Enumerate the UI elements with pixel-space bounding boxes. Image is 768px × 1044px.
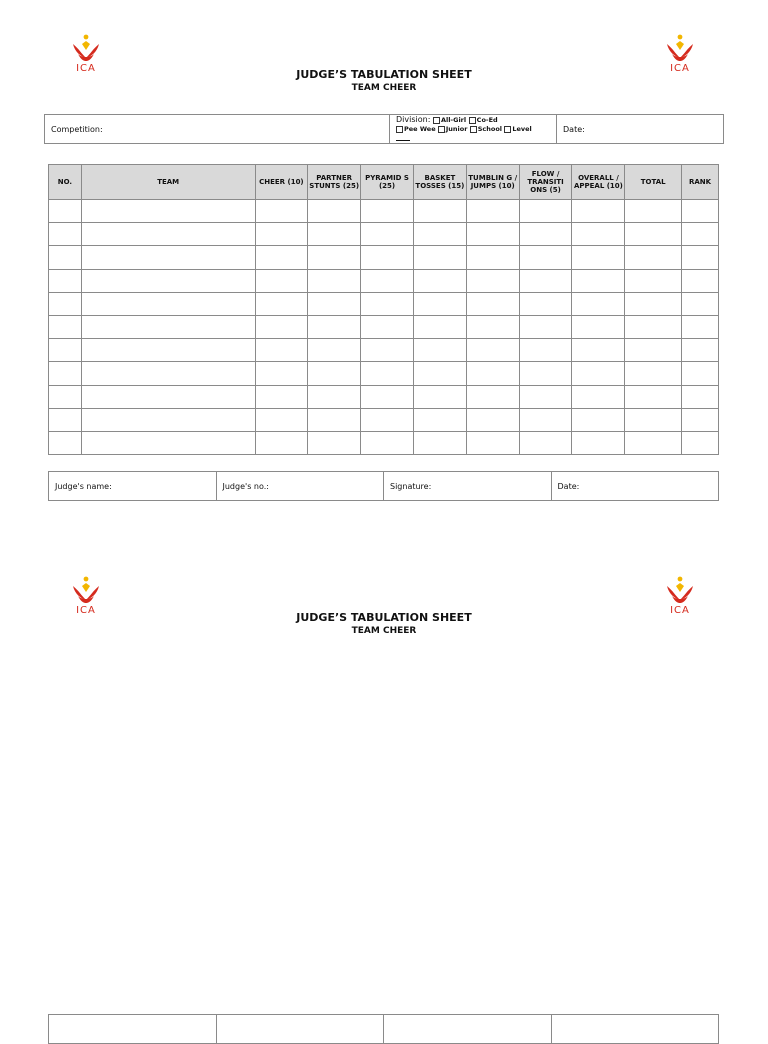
score-cell[interactable] <box>625 269 682 292</box>
sheet-title-2 <box>0 611 768 636</box>
score-cell[interactable] <box>49 315 82 338</box>
col-header-basket-tosses: BASKET TOSSES (15) <box>413 165 466 200</box>
judge-name-field[interactable] <box>49 1015 217 1044</box>
col-header-partner-stunts: PARTNER STUNTS (25) <box>308 165 361 200</box>
score-cell[interactable] <box>361 292 414 315</box>
score-cell[interactable] <box>49 223 82 246</box>
checkbox-icon[interactable] <box>504 126 511 133</box>
judge-date-label: Date: <box>557 481 580 491</box>
score-cell[interactable] <box>572 362 625 385</box>
score-cell[interactable] <box>519 223 572 246</box>
score-cell[interactable] <box>308 292 361 315</box>
competition-field[interactable] <box>45 115 390 144</box>
score-cell[interactable] <box>682 362 719 385</box>
score-cell[interactable] <box>81 223 255 246</box>
score-cell[interactable] <box>49 246 82 269</box>
score-cell[interactable] <box>81 431 255 454</box>
table-row <box>49 362 719 385</box>
score-cell[interactable] <box>413 408 466 431</box>
score-cell[interactable] <box>49 292 82 315</box>
table-row <box>49 269 719 292</box>
col-header-rank: RANK <box>682 165 719 200</box>
logo-text: ICA <box>670 605 690 616</box>
score-cell[interactable] <box>361 339 414 362</box>
score-cell[interactable] <box>466 339 519 362</box>
division-option-pee-wee: Pee Wee <box>404 125 436 133</box>
table-row <box>49 408 719 431</box>
score-cell[interactable] <box>466 292 519 315</box>
score-cell[interactable] <box>81 246 255 269</box>
table-row <box>49 200 719 223</box>
score-cell[interactable] <box>413 315 466 338</box>
score-cell[interactable] <box>255 431 308 454</box>
col-header-flow-transitions: FLOW / TRANSITI ONS (5) <box>519 165 572 200</box>
score-cell[interactable] <box>308 223 361 246</box>
judge-date-field[interactable] <box>551 472 719 501</box>
score-cell[interactable] <box>81 200 255 223</box>
score-cell[interactable] <box>413 246 466 269</box>
ica-flame-icon <box>664 34 696 64</box>
score-cell[interactable] <box>81 269 255 292</box>
table-row <box>49 292 719 315</box>
score-cell[interactable] <box>308 315 361 338</box>
logo-text: ICA <box>76 605 96 616</box>
score-cell[interactable] <box>625 200 682 223</box>
score-cell[interactable] <box>255 269 308 292</box>
score-cell[interactable] <box>572 315 625 338</box>
checkbox-icon[interactable] <box>433 117 440 124</box>
score-cell[interactable] <box>572 223 625 246</box>
score-cell[interactable] <box>625 315 682 338</box>
score-cell[interactable] <box>413 200 466 223</box>
score-cell[interactable] <box>519 431 572 454</box>
score-cell[interactable] <box>519 246 572 269</box>
score-cell[interactable] <box>81 292 255 315</box>
competition-label: Competition: <box>51 124 103 134</box>
score-cell[interactable] <box>625 408 682 431</box>
score-cell[interactable] <box>519 315 572 338</box>
score-cell[interactable] <box>466 223 519 246</box>
score-cell[interactable] <box>682 339 719 362</box>
score-cell[interactable] <box>682 315 719 338</box>
division-option-school: School <box>477 125 503 133</box>
score-cell[interactable] <box>572 408 625 431</box>
score-cell[interactable] <box>49 408 82 431</box>
score-cell[interactable] <box>519 269 572 292</box>
score-cell[interactable] <box>49 362 82 385</box>
score-cell[interactable] <box>255 315 308 338</box>
judge-name-label: Judge's name: <box>55 481 112 491</box>
score-cell[interactable] <box>519 408 572 431</box>
score-cell[interactable] <box>625 339 682 362</box>
ica-flame-icon <box>70 576 102 606</box>
competition-info-table <box>44 114 724 144</box>
score-cell[interactable] <box>413 339 466 362</box>
checkbox-icon[interactable] <box>469 117 476 124</box>
score-cell[interactable] <box>466 431 519 454</box>
score-cell[interactable] <box>308 408 361 431</box>
score-cell[interactable] <box>682 431 719 454</box>
score-cell[interactable] <box>361 269 414 292</box>
score-cell[interactable] <box>519 292 572 315</box>
score-cell[interactable] <box>255 200 308 223</box>
score-cell[interactable] <box>519 362 572 385</box>
judge-no-field[interactable] <box>216 472 384 501</box>
checkbox-icon[interactable] <box>438 126 445 133</box>
division-option-level: Level <box>512 125 532 133</box>
score-table-header <box>49 165 719 200</box>
score-cell[interactable] <box>255 246 308 269</box>
score-cell[interactable] <box>572 292 625 315</box>
score-cell[interactable] <box>682 200 719 223</box>
score-cell[interactable] <box>255 385 308 408</box>
score-cell[interactable] <box>572 200 625 223</box>
col-header-tumbling-jumps: TUMBLIN G / JUMPS (10) <box>466 165 519 200</box>
title-text: JUDGE’S TABULATION SHEET <box>296 68 472 81</box>
division-field <box>390 115 557 144</box>
score-cell[interactable] <box>255 292 308 315</box>
score-table <box>48 164 719 455</box>
score-cell[interactable] <box>81 339 255 362</box>
logo-text: ICA <box>670 63 690 74</box>
score-cell[interactable] <box>572 269 625 292</box>
subtitle-text: TEAM CHEER <box>351 83 417 93</box>
logo-text: ICA <box>76 63 96 74</box>
score-cell[interactable] <box>466 408 519 431</box>
division-option-junior: Junior <box>445 125 468 133</box>
score-cell[interactable] <box>625 292 682 315</box>
score-cell[interactable] <box>625 246 682 269</box>
score-cell[interactable] <box>466 200 519 223</box>
judge-no-label: Judge's no.: <box>222 481 269 491</box>
score-cell[interactable] <box>361 246 414 269</box>
date-label: Date: <box>563 124 585 134</box>
col-header-no: NO. <box>49 165 82 200</box>
score-cell[interactable] <box>308 200 361 223</box>
signature-field[interactable] <box>384 1015 552 1044</box>
signature-label: Signature: <box>390 481 432 491</box>
score-cell[interactable] <box>625 385 682 408</box>
table-row <box>49 223 719 246</box>
score-cell[interactable] <box>413 362 466 385</box>
checkbox-icon[interactable] <box>470 126 477 133</box>
score-cell[interactable] <box>255 339 308 362</box>
score-cell[interactable] <box>466 385 519 408</box>
score-cell[interactable] <box>308 339 361 362</box>
subtitle-text: TEAM CHEER <box>351 626 417 636</box>
score-cell[interactable] <box>81 408 255 431</box>
score-cell[interactable] <box>413 431 466 454</box>
division-underline <box>396 140 410 141</box>
division-option-all-girl: All-Girl <box>440 116 467 124</box>
score-cell[interactable] <box>308 385 361 408</box>
signature-field[interactable] <box>384 472 552 501</box>
score-cell[interactable] <box>255 223 308 246</box>
score-cell[interactable] <box>519 339 572 362</box>
ica-flame-icon <box>664 576 696 606</box>
score-cell[interactable] <box>255 362 308 385</box>
col-header-pyramids: PYRAMID S (25) <box>361 165 414 200</box>
score-cell[interactable] <box>466 315 519 338</box>
date-field[interactable] <box>557 115 724 144</box>
score-cell[interactable] <box>682 246 719 269</box>
score-cell[interactable] <box>255 408 308 431</box>
score-cell[interactable] <box>466 362 519 385</box>
table-row <box>49 431 719 454</box>
division-label: Division: <box>396 115 431 124</box>
score-cell[interactable] <box>361 200 414 223</box>
score-cell[interactable] <box>625 362 682 385</box>
score-cell[interactable] <box>49 269 82 292</box>
score-cell[interactable] <box>572 339 625 362</box>
score-cell[interactable] <box>466 246 519 269</box>
score-cell[interactable] <box>682 385 719 408</box>
score-cell[interactable] <box>625 223 682 246</box>
score-cell[interactable] <box>361 315 414 338</box>
score-cell[interactable] <box>49 339 82 362</box>
sheet-title <box>0 68 768 93</box>
score-cell[interactable] <box>572 385 625 408</box>
score-cell[interactable] <box>361 408 414 431</box>
score-cell[interactable] <box>81 315 255 338</box>
score-cell[interactable] <box>413 292 466 315</box>
score-cell[interactable] <box>413 385 466 408</box>
score-cell[interactable] <box>361 362 414 385</box>
score-cell[interactable] <box>308 362 361 385</box>
score-cell[interactable] <box>49 200 82 223</box>
judge-name-field[interactable] <box>49 472 217 501</box>
score-cell[interactable] <box>361 223 414 246</box>
score-cell[interactable] <box>49 385 82 408</box>
table-row <box>49 315 719 338</box>
score-cell[interactable] <box>519 200 572 223</box>
score-cell[interactable] <box>572 431 625 454</box>
score-cell[interactable] <box>361 385 414 408</box>
score-cell[interactable] <box>519 385 572 408</box>
col-header-overall-appeal: OVERALL / APPEAL (10) <box>572 165 625 200</box>
judge-info-table-2 <box>48 1014 719 1044</box>
score-cell[interactable] <box>308 246 361 269</box>
score-cell[interactable] <box>625 431 682 454</box>
col-header-cheer: CHEER (10) <box>255 165 308 200</box>
table-row <box>49 339 719 362</box>
score-cell[interactable] <box>682 408 719 431</box>
table-row <box>49 385 719 408</box>
table-row <box>49 246 719 269</box>
score-cell[interactable] <box>81 362 255 385</box>
checkbox-icon[interactable] <box>396 126 403 133</box>
score-cell[interactable] <box>413 269 466 292</box>
score-cell[interactable] <box>572 246 625 269</box>
score-cell[interactable] <box>466 269 519 292</box>
score-cell[interactable] <box>308 431 361 454</box>
judge-no-field[interactable] <box>216 1015 384 1044</box>
score-cell[interactable] <box>682 269 719 292</box>
title-text: JUDGE’S TABULATION SHEET <box>296 611 472 624</box>
ica-flame-icon <box>70 34 102 64</box>
score-cell[interactable] <box>308 269 361 292</box>
score-cell[interactable] <box>413 223 466 246</box>
col-header-total: TOTAL <box>625 165 682 200</box>
score-cell[interactable] <box>361 431 414 454</box>
judge-info-table <box>48 471 719 501</box>
col-header-team: TEAM <box>81 165 255 200</box>
score-cell[interactable] <box>682 223 719 246</box>
score-cell[interactable] <box>682 292 719 315</box>
judge-date-field[interactable] <box>551 1015 719 1044</box>
score-cell[interactable] <box>49 431 82 454</box>
score-cell[interactable] <box>81 385 255 408</box>
division-option-co-ed: Co-Ed <box>476 116 498 124</box>
